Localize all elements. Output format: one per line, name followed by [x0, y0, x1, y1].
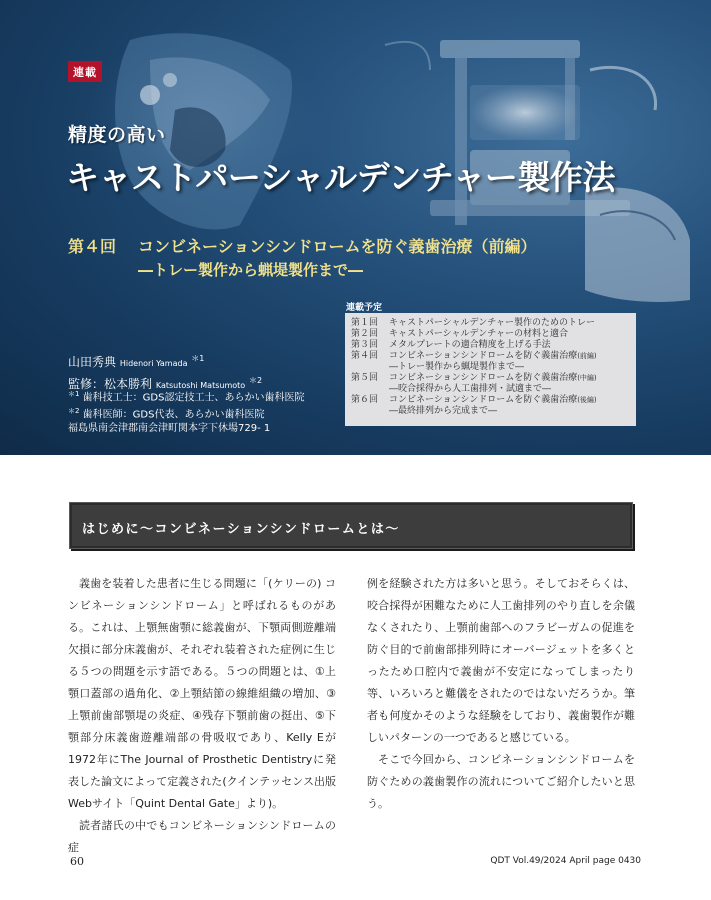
- body-column-left: [68, 573, 336, 859]
- body-column-right: [367, 573, 635, 815]
- author-mark: ＊1: [191, 354, 205, 363]
- article-title: キャストパーシャルデンチャー製作法: [66, 158, 615, 197]
- body-paragraph: そこで今回から、コンビネーションシンドロームを防ぐための義歯製作の流れについてご紹介したいと思う。: [367, 753, 635, 810]
- affiliation-text: 歯科技工士：GDS認定技工士、あらかい歯科医院: [82, 392, 305, 404]
- schedule-item-title: コンビネーションシンドロームを防ぐ義歯治療: [389, 351, 578, 361]
- body-paragraph: 義歯を装着した患者に生じる問題に「(ケリーの) コンビネーションシンドローム」と呼ばれるものがある。これは、上顎無歯顎に総義歯が、下顎両側遊離端欠損に部分床義歯が、それぞれ装着された症例に生じる５つの問題を示す語である。５つの問題とは、①上顎口蓋部の過角化、②上顎結節の線維組織の増加、③上顎前歯部顎堤の炎症、④残存下顎前歯の挺出、⑤下顎部分床義歯遊離端部の骨吸収であり、Kelly Eが1972年にThe Journal of Prosthetic Dentistryに発表した論文によって定義された(クインテッセンス出版Webサイト「Quint Dental Gate」より)。: [68, 577, 336, 810]
- author-name: 監修：松本勝利: [68, 377, 153, 391]
- schedule-item: [351, 340, 630, 351]
- episode-number: 第４回: [68, 237, 117, 256]
- author-roman-name: Hidenori Yamada: [119, 359, 188, 368]
- episode-title: コンビネーションシンドロームを防ぐ義歯治療（前編）: [138, 237, 537, 256]
- body-paragraph: 読者諸氏の中でもコンビネーションシンドロームの症: [68, 819, 336, 854]
- episode-heading: [68, 234, 537, 257]
- schedule-item: [351, 373, 630, 384]
- affiliation-text: 歯科医師：GDS代表、あらかい歯科医院: [82, 409, 265, 421]
- schedule-item: [351, 318, 630, 329]
- schedule-title: 連載予定: [346, 303, 383, 313]
- author-name: 山田秀典: [68, 355, 117, 369]
- schedule-item-number: 第６回: [351, 395, 379, 405]
- affiliation-address: 福島県南会津郡南会津町関本字下休場729- 1: [68, 422, 271, 434]
- schedule-item: [351, 329, 630, 340]
- schedule-item-number: 第４回: [351, 351, 379, 361]
- author-line: [68, 350, 262, 372]
- article-subtitle: 精度の高い: [68, 124, 166, 146]
- affiliation-mark: ＊2: [68, 406, 80, 415]
- author-roman-name: Katsutoshi Matsumoto: [155, 381, 246, 390]
- schedule-item-part: (後編): [577, 396, 597, 404]
- schedule-item-title: メタルプレートの適合精度を上げる手法: [389, 340, 551, 350]
- schedule-item-subtitle: ―咬合採得から人工歯排列・試適まで―: [389, 384, 552, 394]
- series-tag: 連載: [68, 61, 102, 82]
- schedule-item-title: コンビネーションシンドロームを防ぐ義歯治療: [389, 373, 578, 383]
- schedule-box: [345, 313, 636, 426]
- schedule-item-number: 第２回: [351, 329, 379, 339]
- affiliation-line: [68, 405, 304, 422]
- schedule-item-title: キャストパーシャルデンチャー製作のためのトレー: [389, 318, 596, 328]
- affiliation-mark: ＊1: [68, 390, 80, 398]
- schedule-item-subtitle: ―トレー製作から蝋堤製作まで―: [389, 362, 525, 372]
- schedule-item-title: キャストパーシャルデンチャーの材料と適合: [389, 329, 569, 339]
- author-mark: ＊2: [249, 376, 263, 385]
- affiliation-list: [68, 388, 304, 435]
- page-number: 60: [70, 855, 84, 868]
- schedule-item: [351, 351, 630, 362]
- schedule-item: [351, 395, 630, 406]
- body-paragraph: 例を経験された方は多いと思う。そしておそらくは、咬合採得が困難なために人工歯排列のやり直しを余儀なくされたり、上顎前歯部へのフラビーガムの促進を防ぐ目的で前歯部排列時にオーバージェットを多くとったため口腔内で義歯が不安定になってしまったり等、いろいろと難儀をされたのではないだろうか。筆者も何度かそのような経験をしており、義歯製作が難しいパターンの一つであると感じている。: [367, 577, 635, 744]
- schedule-item-number: 第５回: [351, 373, 379, 383]
- schedule-item-subtitle: ―最終排列から完成まで―: [389, 406, 498, 416]
- schedule-item-title: コンビネーションシンドロームを防ぐ義歯治療: [389, 395, 578, 405]
- section-heading-bar: [69, 502, 633, 549]
- schedule-item-part: (前編): [577, 352, 597, 360]
- journal-info: QDT Vol.49/2024 April page 0430: [490, 856, 641, 866]
- episode-subtitle: ―トレー製作から蝋堤製作まで―: [138, 261, 364, 279]
- affiliation-line: [68, 388, 304, 405]
- section-heading: はじめに～コンビネーションシンドロームとは～: [82, 522, 400, 537]
- schedule-item-number: 第３回: [351, 340, 379, 350]
- schedule-item-number: 第１回: [351, 318, 379, 328]
- schedule-item-part: (中編): [577, 374, 597, 382]
